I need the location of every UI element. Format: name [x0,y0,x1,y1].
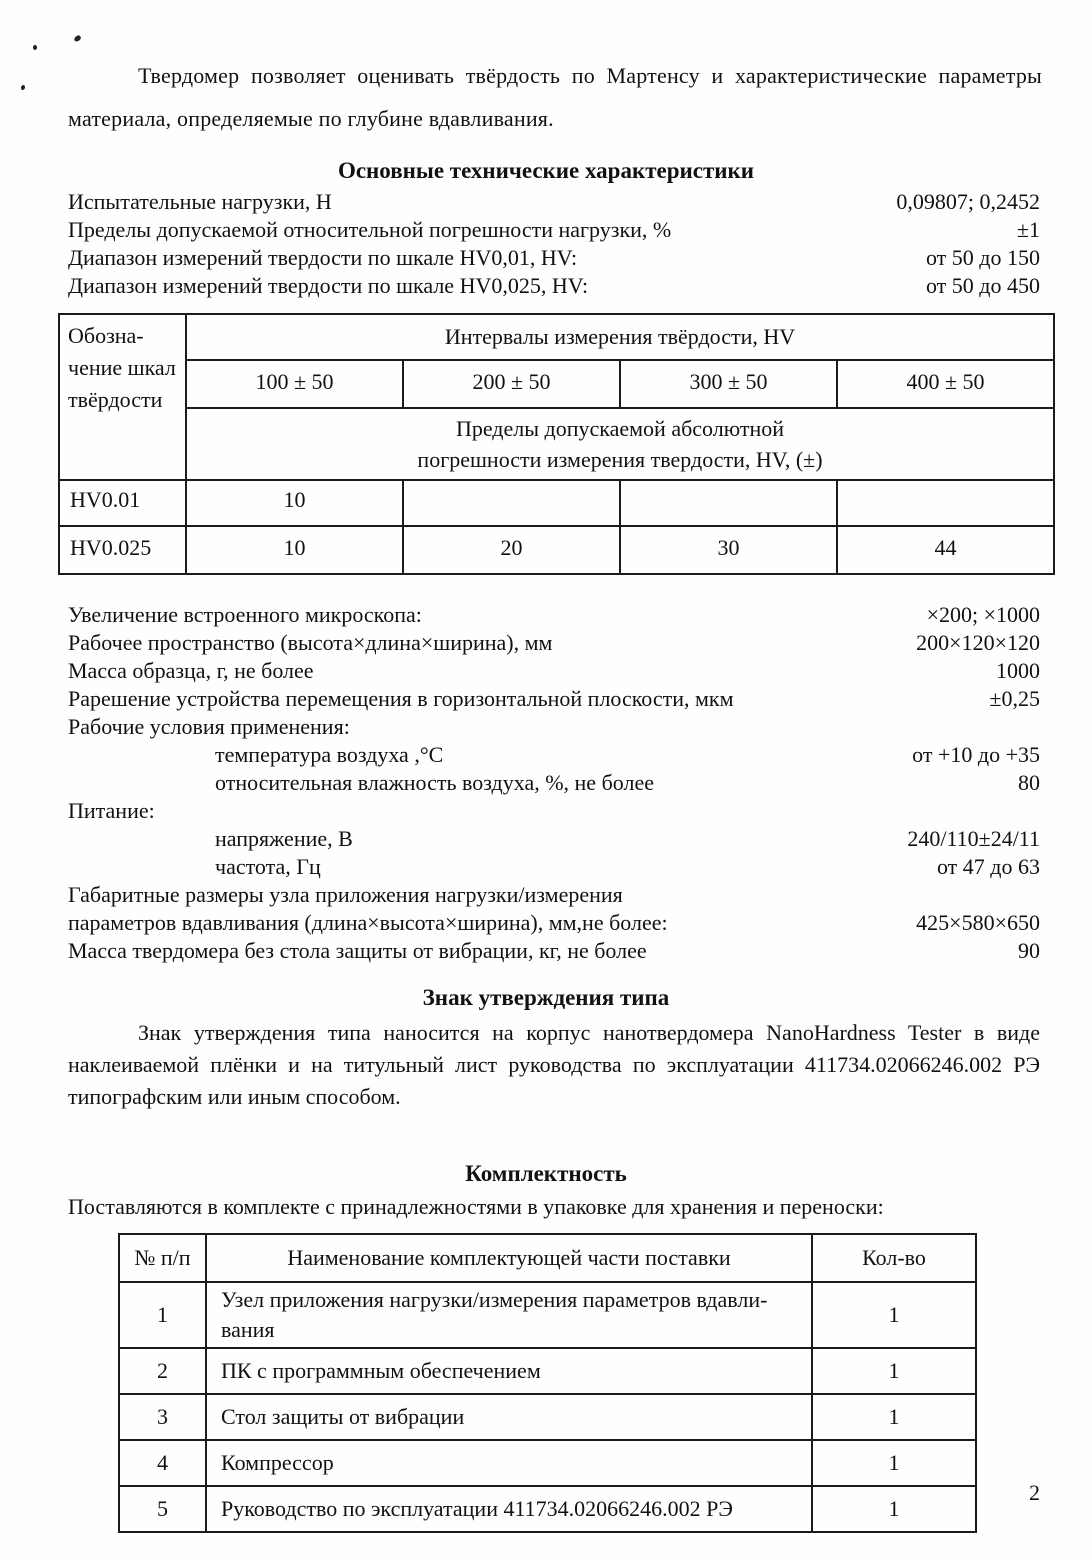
page-number: 2 [1029,1480,1040,1505]
tech-characteristics-heading: Основные технические характеристики [337,158,755,183]
value-cell: 10 [186,480,403,526]
row-qty-cell: 1 [812,1486,976,1532]
spec-value: 200×120×120 [916,630,1040,655]
spec-row [68,825,1040,853]
spec-row [68,685,1040,713]
spec-value: от 50 до 150 [925,245,1040,270]
spec-value: 425×580×650 [916,910,1040,935]
column-header-qty: Кол-во [812,1234,976,1282]
limits-header-cell [186,408,1054,480]
spec-row [68,909,1040,937]
table-row [119,1348,976,1394]
value-cell [837,480,1054,526]
row-num-cell: 2 [119,1348,206,1394]
row-name-cell: Компрессор [206,1440,812,1486]
row-qty-cell: 1 [812,1348,976,1394]
value-cell: 10 [186,526,403,574]
table-header-row [119,1234,976,1282]
value-cell: 20 [403,526,620,574]
spec-row [68,797,1040,825]
completeness-heading: Комплектность [465,1161,627,1186]
spec-value: ±0,25 [989,686,1040,711]
spec-row [68,881,1040,909]
spec-label: Питание: [68,798,155,823]
spec-row [68,244,1040,272]
spec-value: 240/110±24/11 [907,826,1040,851]
row-qty-cell: 1 [812,1282,976,1348]
spec-row [68,601,1040,629]
intro-paragraph: Твердомер позволяет оценивать твёрдость по Мартенсу и характеристические параметры материала, определяемые по глубине вдавливания. [68,63,1042,131]
spec-label: температура воздуха ,°С [215,742,444,767]
spec-row [68,937,1040,965]
spec-value: от 50 до 450 [925,273,1040,298]
main-spec-list [68,601,1040,965]
limits-header-line2: погрешности измерения твердости, HV, (±) [417,447,823,472]
spec-label: Испытательные нагрузки, Н [68,189,332,214]
scan-artifact-icon [73,35,82,43]
spec-row [68,629,1040,657]
spec-row [68,853,1040,881]
spec-row [68,769,1040,797]
column-header-name: Наименование комплектующей части поставки [206,1234,812,1282]
interval-header: 100 ± 50 [186,360,403,408]
table-row [119,1440,976,1486]
row-num-cell: 5 [119,1486,206,1532]
row-name-cell: Руководство по эксплуатации 411734.02066246.002 РЭ [206,1486,812,1532]
value-cell [403,480,620,526]
row-num-cell: 1 [119,1282,206,1348]
row-num-cell: 4 [119,1440,206,1486]
spec-label: напряжение, В [215,826,353,851]
type-approval-paragraph: Знак утверждения типа наносится на корпус нанотвердомера NanoHardness Tester в виде наклеиваемой плёнки и на титульный лист руководства по эксплуатации 411734.02066246.002 РЭ типографским или иным способом. [68,1020,1040,1109]
spec-label: Увеличение встроенного микроскопа: [68,602,422,627]
type-approval-heading: Знак утверждения типа [422,985,670,1010]
table-top-header: Интервалы измерения твёрдости, HV [186,314,1054,360]
scan-artifact-icon [33,45,37,50]
spec-value: ±1 [1016,217,1040,242]
spec-row [68,657,1040,685]
spec-label: Масса твердомера без стола защиты от вибрации, кг, не более [68,938,647,963]
column-header-num: № п/п [119,1234,206,1282]
spec-row [68,216,1040,244]
spec-row [68,741,1040,769]
spec-label: Рабочее пространство (высота×длина×ширина), мм [68,630,553,655]
spec-label: Диапазон измерений твердости по шкале HV0,025, HV: [68,273,589,298]
row-name-cell: ПК с программным обеспечением [206,1348,812,1394]
spec-value: от 47 до 63 [936,854,1040,879]
spec-value: ×200; ×1000 [926,602,1040,627]
completeness-intro: Поставляются в комплекте с принадлежностями в упаковке для хранения и переноски: [68,1194,884,1219]
value-cell: 44 [837,526,1054,574]
spec-label: Рабочие условия применения: [68,714,350,739]
value-cell: 30 [620,526,837,574]
spec-label: относительная влажность воздуха, %, не более [215,770,654,795]
row-name-cell: Стол защиты от вибрации [206,1394,812,1440]
spec-value: от +10 до +35 [912,742,1040,767]
spec-label: Диапазон измерений твердости по шкале HV0,01, HV: [68,245,578,270]
spec-label: частота, Гц [215,854,321,879]
spec-label: Габаритные размеры узла приложения нагрузки/измерения [68,882,623,907]
spec-label: Масса образца, г, не более [68,658,314,683]
hardness-intervals-table [58,313,1055,575]
row-name-cell: Узел приложения нагрузки/измерения параметров вдавли-вания [206,1282,812,1348]
spec-row [68,188,1040,216]
spec-row [68,272,1040,300]
row-num-cell: 3 [119,1394,206,1440]
table-row [119,1282,976,1348]
interval-header: 200 ± 50 [403,360,620,408]
scan-artifact-icon [20,84,25,90]
tech-spec-list [68,188,1040,300]
table-corner-header: Обозна-чение шкал твёрдости [59,314,186,480]
spec-row [68,713,1040,741]
spec-value: 80 [1018,770,1040,795]
table-row [119,1394,976,1440]
spec-label: Пределы допускаемой относительной погрешности нагрузки, % [68,217,672,242]
row-qty-cell: 1 [812,1394,976,1440]
spec-value: 90 [1018,938,1040,963]
spec-value: 1000 [996,658,1040,683]
scale-name-cell: HV0.025 [59,526,186,574]
limits-header-line1: Пределы допускаемой абсолютной [455,416,785,441]
interval-header: 400 ± 50 [837,360,1054,408]
spec-label: Рарешение устройства перемещения в горизонтальной плоскости, мкм [68,686,734,711]
table-row [119,1486,976,1532]
scale-name-cell: HV0.01 [59,480,186,526]
interval-header: 300 ± 50 [620,360,837,408]
spec-label: параметров вдавливания (длина×высота×ширина), мм,не более: [68,910,668,935]
row-qty-cell: 1 [812,1440,976,1486]
spec-value: 0,09807; 0,2452 [896,189,1040,214]
value-cell [620,480,837,526]
completeness-table [118,1233,977,1533]
